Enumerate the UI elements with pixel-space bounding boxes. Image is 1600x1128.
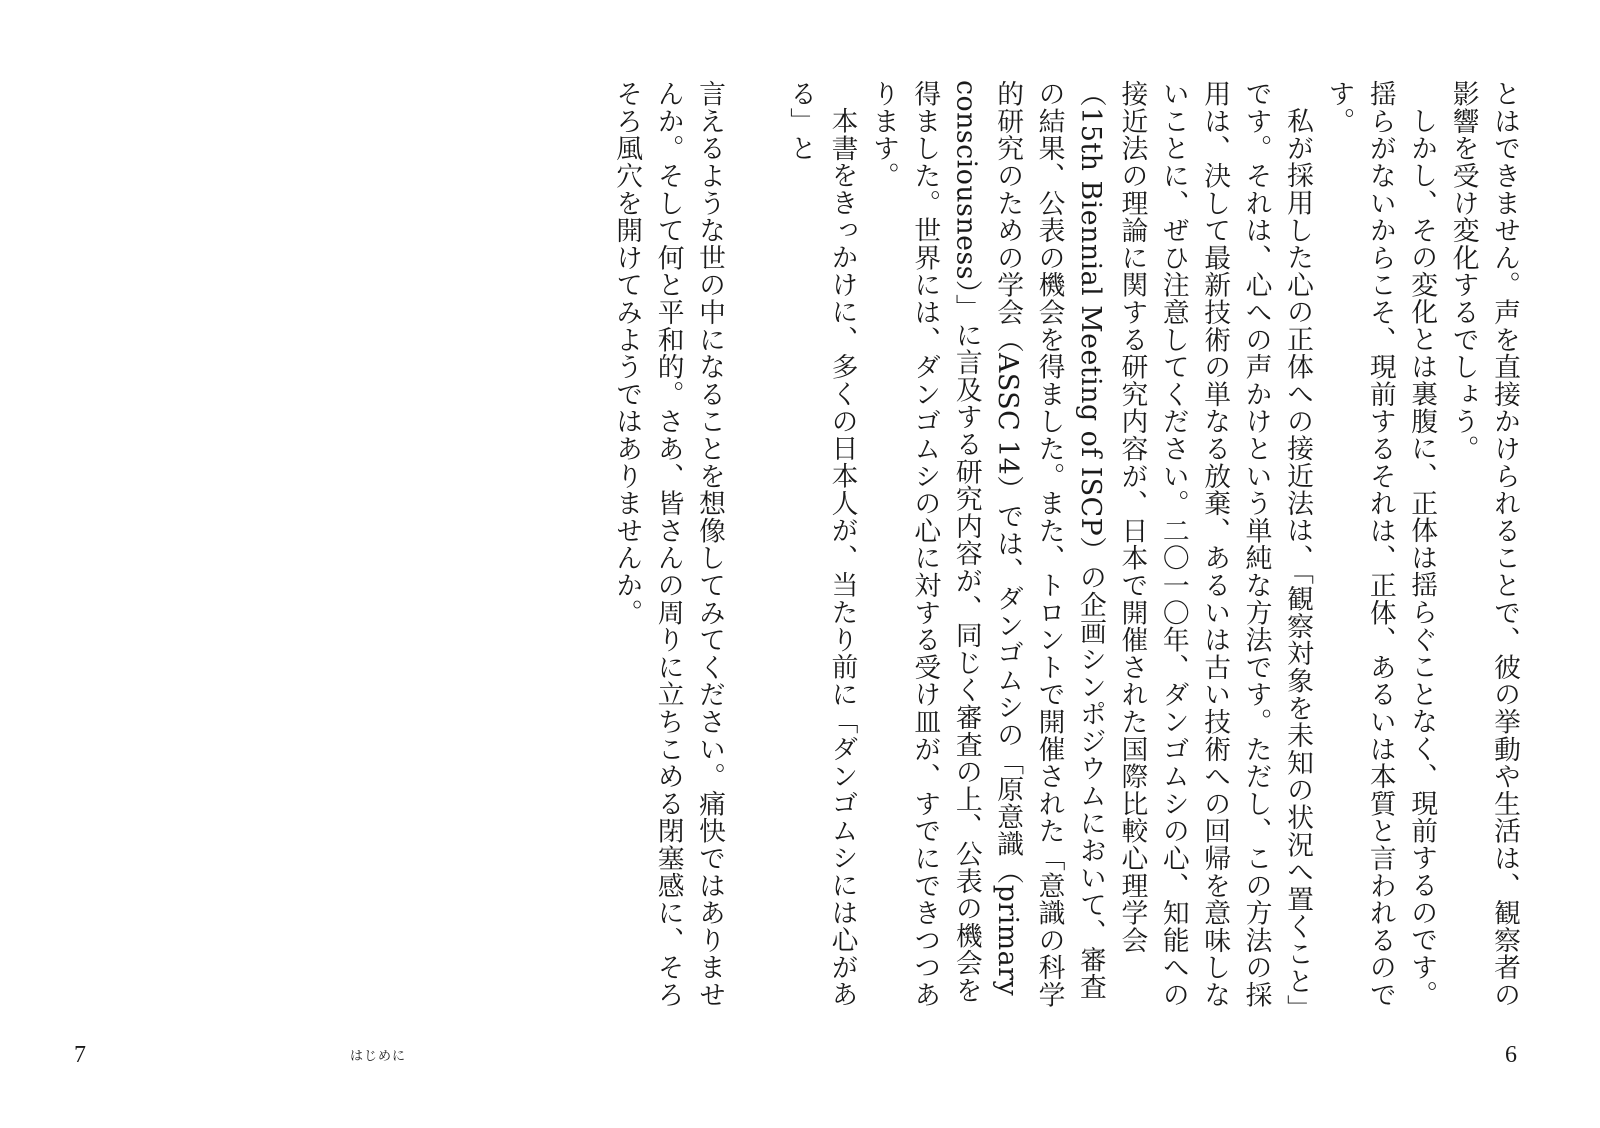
page-number-right: 6: [1505, 1042, 1517, 1068]
right-paragraph-4: 本書をきっかけに、多くの日本人が、当たり前に「ダンゴムシには心がある」と: [785, 80, 858, 1008]
left-page-body-text: [570, 80, 730, 1020]
right-page-body-text: [785, 80, 1525, 1020]
right-paragraph-1: とはできません。声を直接かけられることで、彼の挙動や生活は、観察者の影響を受け変化するでしょう。: [1447, 80, 1520, 1009]
running-head: はじめに: [350, 1049, 407, 1064]
right-paragraph-2: しかし、その変化とは裏腹に、正体は揺らぐことなく、現前するのです。揺らがないからこそ、現前するそれは、正体、あるいは本質と言われるのです。: [1323, 80, 1438, 1009]
page-number-left: 7: [74, 1042, 86, 1068]
left-paragraph-1: 言えるような世の中になることを想像してみてください。痛快ではありませんか。そして何と平和的。さあ、皆さんの周りに立ちこめる閉塞感に、そろそろ風穴を開けてみようではありませんか。: [611, 80, 725, 1009]
right-paragraph-3: 私が採用した心の正体への接近法は、「観察対象を未知の状況へ置くこと」です。それは、心への声かけという単純な方法です。ただし、この方法の採用は、決して最新技術の単なる放棄、あるいは古い技術への回帰を意味しないことに、ぜひ注意してください。二〇一〇年、ダンゴムシの心、知能への接近法の理論に関する研究内容が、日本で開催された国際比較心理学会（15th Biennial Meeting of ISCP）の企画シンポジウムにおいて、審査の結果、公表の機会を得ました。また、トロントで開催された「意識の科学的研究のための学会（ASSC 14）では、ダンゴムシの「原意識（primary consciousness）」に言及する研究内容が、同じく審査の上、公表の機会を得ました。世界には、ダンゴムシの心に対する受け皿が、すでにできつつあります。: [867, 80, 1313, 1009]
